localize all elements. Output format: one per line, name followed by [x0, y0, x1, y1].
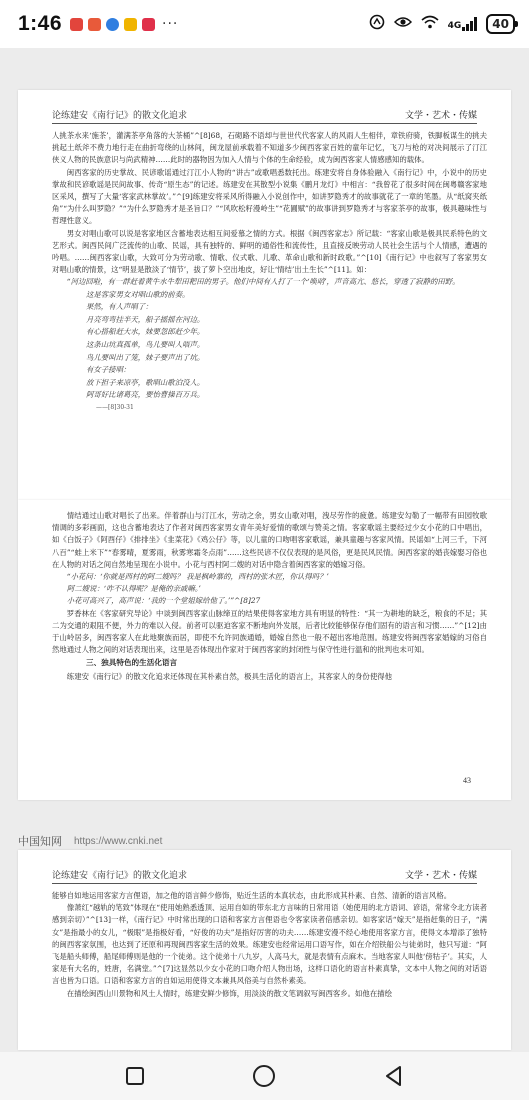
paragraph: 人挑茶水来‘施茶’，灌满茶亭角落的大茶桶”^[8]68，石砌路不语却与世世代代客家人的风雨人生相伴，章铁府骑，铁脚板谋生的挑夫挑起土纸斧不费力地行走在曲折弯绕的山林间，闽龙屋前承载着不知道多少闽西客家百姓的童年记忆，飞刀与枪的对决间展示了汀江侠义人物的民族意识与尚武精神……此时的器物因为加入人情与个体的生命经验，成为闽西客家人情感感知的载体。: [52, 131, 487, 165]
wifi-icon: [421, 15, 439, 33]
more-notifications: ···: [162, 16, 179, 32]
paragraph: 罗香林在《客家研究导论》中谈到闽西客家山脉缔亘的结果使得客家地方具有明显的特性：“其一为耕地的缺乏，粮食的不足；其二为交通的艰阻不便，外力的难以入侵。前者可以驱迫客家不断地向外发展，后者比较能够保存他们固有的语言和习惯……”^[12]由于山岭居多，闽西客家人在此地聚族而居，即使不允许同族通婚，婚嫁自然也一般不超出客地范围。练建安将闽西客家婚嫁的习俗自然地通过人物之间的对话表现出来，这里是否体现出作家对于闽西客家的封闭性与保守性进行温和的批判也未可知。: [52, 608, 487, 655]
red-app-icon: [88, 18, 101, 31]
browser-icon: [106, 18, 119, 31]
poem-line: 阿哥好比诸葛亮，要怡曹操百万兵。: [86, 390, 205, 400]
cellular-signal-icon: [448, 17, 478, 31]
paragraph: 情结通过山歌对唱长了出来。伴着群山与汀江水，劳动之余，男女山歌对唱，洩尽劳作的疲惫。练建安勾勒了一幅带有田园牧歌情调的多彩画面，这也含蓄地表达了作者对闽西客家男女青年美好爱情的歌颂与赞美之情。客家歌谣主要经过少女小花的口中唱出，如《白饭子》《阿酉仔》《排排坐》《韭菜花》《鸡公仔》等，以儿童的口吻唱客家歌谣，兼具童趣与客家风情。民谣如“上河三千，下河八百”“蛙上米下”“春雾晴，夏雾雨，秋雾寒霜冬点雨”……这些民谚不仅仅表现的是风俗，更是民风民情。闽西客家的婚丧嫁娶习俗也在人物的对话之间自然地呈现在小说中。小花与西村阿二嫂的对话中隐含着闽西客家的婚嫁习俗。: [52, 511, 487, 569]
document-page-44: [18, 850, 511, 1050]
block-quote: “河边回啦，有一群赶着黄牛水牛犁田粑田的男子。他们中间有人打了一个‘唤哨’，声音高亢、悠长，穿透了寂静的田野。: [66, 277, 460, 287]
running-title: 论练建安《南行记》的散文化追求: [52, 111, 188, 121]
page-number: 43: [463, 776, 471, 785]
circle-icon: [252, 1064, 276, 1088]
poem-citation: ——[8]30-31: [96, 403, 134, 411]
battery-level: 40: [492, 17, 509, 31]
poem-line: 月亮弯弯挂半天，船子摇摇在河边。: [86, 314, 205, 324]
cnki-logo: 中国知网: [18, 835, 62, 848]
poem-intro: 这是客家男女对唱山歌的前奏。: [86, 289, 190, 299]
paragraph: 闽西客家的历史掌故、民谚歌谣通过汀江小人物的“讲古”或歌唱悉数托出。练建安将自身体验融入《南行记》中，小说中的历史掌故和民谚歌谣是民间故事、传奇“原生态”的记述。练建安在其散型小说集《鹏月龙灯》中相言：“我曾花了很多时间在闽粤赣客家地区采风，撰写了大量‘客家武林掌故’。”^[9]练建安将采风所得融入小说创作中，如讲罗隐秀才的故事就花了一章的笔墨。从“纸窝夹纸角”“为什么叫罗隐？”“为什么罗隐秀才是圣旨口？”“风吹松籽漫岭生”“花圃赋”的故事讲到罗隐秀才与客家茶亭的故事，极具趣味性与哲理性意义。: [52, 167, 487, 226]
yellow-app-icon: [124, 18, 137, 31]
status-bar: [0, 0, 529, 48]
document-page-43: [18, 90, 511, 500]
eye-icon: [394, 15, 412, 33]
status-time: 1:46: [18, 12, 63, 35]
body-text: [52, 130, 487, 414]
nfc-icon: [369, 14, 385, 34]
body-text: [52, 510, 487, 683]
paragraph: 能够自如地运用客家方言俚语，加之他的语言鲜少修饰，贴近生活的本真状态，由此形成其朴素、自然、清新的语言风格。: [52, 891, 452, 900]
poem: [52, 289, 487, 402]
dialogue-line: “小花问：‘你就是西村的阿二嫂吗？ 我是枫岭寨的，西村的张木匠，你认得吗？’: [66, 572, 329, 582]
back-triangle-icon: [383, 1065, 405, 1087]
mail-app-icon: [70, 18, 83, 31]
running-header: [52, 868, 477, 884]
home-button[interactable]: [244, 1056, 284, 1096]
running-title: 论练建安《南行记》的散文化追求: [52, 871, 188, 881]
battery-icon: [486, 14, 515, 34]
recents-button[interactable]: [115, 1056, 155, 1096]
poem-line: 有心搭船赶大水，妹要忽郎赶少年。: [86, 327, 205, 337]
body-text: [52, 890, 487, 1000]
poem-line: 有女子接唱：: [86, 365, 131, 375]
dialogue-line: 阿二嫂说：‘咋不认得呢？是俺的亲戚嘛。’: [66, 584, 201, 594]
network-type: 4G: [447, 21, 462, 31]
back-button[interactable]: [374, 1056, 414, 1096]
poem-line: 放下担子来凉亭，歌唱山歌泊没人。: [86, 377, 205, 387]
running-header: [52, 108, 477, 124]
paragraph: 男女对唱山歌可以说是客家地区含蓄地表达相互间爱慕之情的方式。根据《闽西客家志》所记载：“客家山歌是极具民系特色的文艺形式。闽西民间广泛流传的山歌、民谣，具有独特的、鲜明的通俗性和流传性，且直接反映劳动人民社会生活与个人情感，遭遇的吟唱。……闽西客家山歌，大致可分为劳动歌、情歌、仪式歌、儿歌、革命山歌和新时政歌。”^[10]《南行记》中也叙写了客家男女对唱山歌的情景，这“明显是散淡了‘情节’，拔了萝卜空出地皮，好让‘情结’出土生长”^[11]。如：: [52, 228, 487, 275]
paragraph: 练建安《南行记》的散文化追求还体现在其朴素自然，极具生活化的语言上，其客家人的身份使得他: [66, 671, 392, 681]
poem-line: 果然，有人声唱了：: [86, 302, 153, 312]
square-icon: [125, 1066, 145, 1086]
navigation-bar: [0, 1052, 529, 1100]
running-section: 文学・艺术・传媒: [404, 871, 477, 881]
pink-app-icon: [142, 18, 155, 31]
poem-line: 鸟儿要叫出了笼，妹子要声出了坑。: [86, 352, 205, 362]
cnki-url[interactable]: https://www.cnki.net: [74, 835, 163, 847]
paragraph: 在描绘闽西山川景物和风土人情时，练建安鲜少修饰，用淡淡的散文笔调叙写闽西客乡。如他在描绘: [66, 988, 392, 998]
poem-line: 这条山坑真孤单，鸟儿要叫人唔声。: [86, 340, 205, 350]
section-heading: 三、独具特色的生活化语言: [86, 658, 178, 668]
page-footer: [18, 832, 511, 850]
document-page-43-continued: [18, 500, 511, 800]
running-section: 文学・艺术・传媒: [404, 111, 477, 121]
dialogue-line: 小花可高兴了，高声说：‘我的一个堂姐嫁给他了。’”^[8]27: [66, 596, 261, 606]
paragraph: 像萧红“越轨的笔致”体现在“使用她熟悉透顶、运用自如的带东北方言味的日常用语（她使用的北方语词、谚语，常常令北方读者感到亲切）”^[13]一样，《南行记》中时常出现的口语和客家方言俚语也令客家读者倍感亲切。如客家话“嫁天”是指赶集的日子，“满女”是指最小的女儿，“极眼”是指极好看，“好俊的功夫”是指好厉害的功夫……练建安漫不经心地使用客家方言，使得文本增添了独特的闽西客家氛围，也达到了还原和再现闽西客家生活的效果。练建安也经常运用口语写作，如在介绍铁船公与徒弟时，他只写道：“阿飞是船头师傅，船尾师傅则是他的一个徒弟。这个徒弟十八九岁，人高马大，就是表情有点麻木。当地客家人叫他‘傍牯子’。其实，人家是有大名的，姓唐，名满堂。”^[7]这显然以少女小花的口吻介绍人物出场，这样口语化的语言朴素真挚，文本中人物之间的对话语言也皆为口语。口语和客家方言的自如运用使得文本兼具风俗美与自然朴素美。: [52, 903, 487, 986]
